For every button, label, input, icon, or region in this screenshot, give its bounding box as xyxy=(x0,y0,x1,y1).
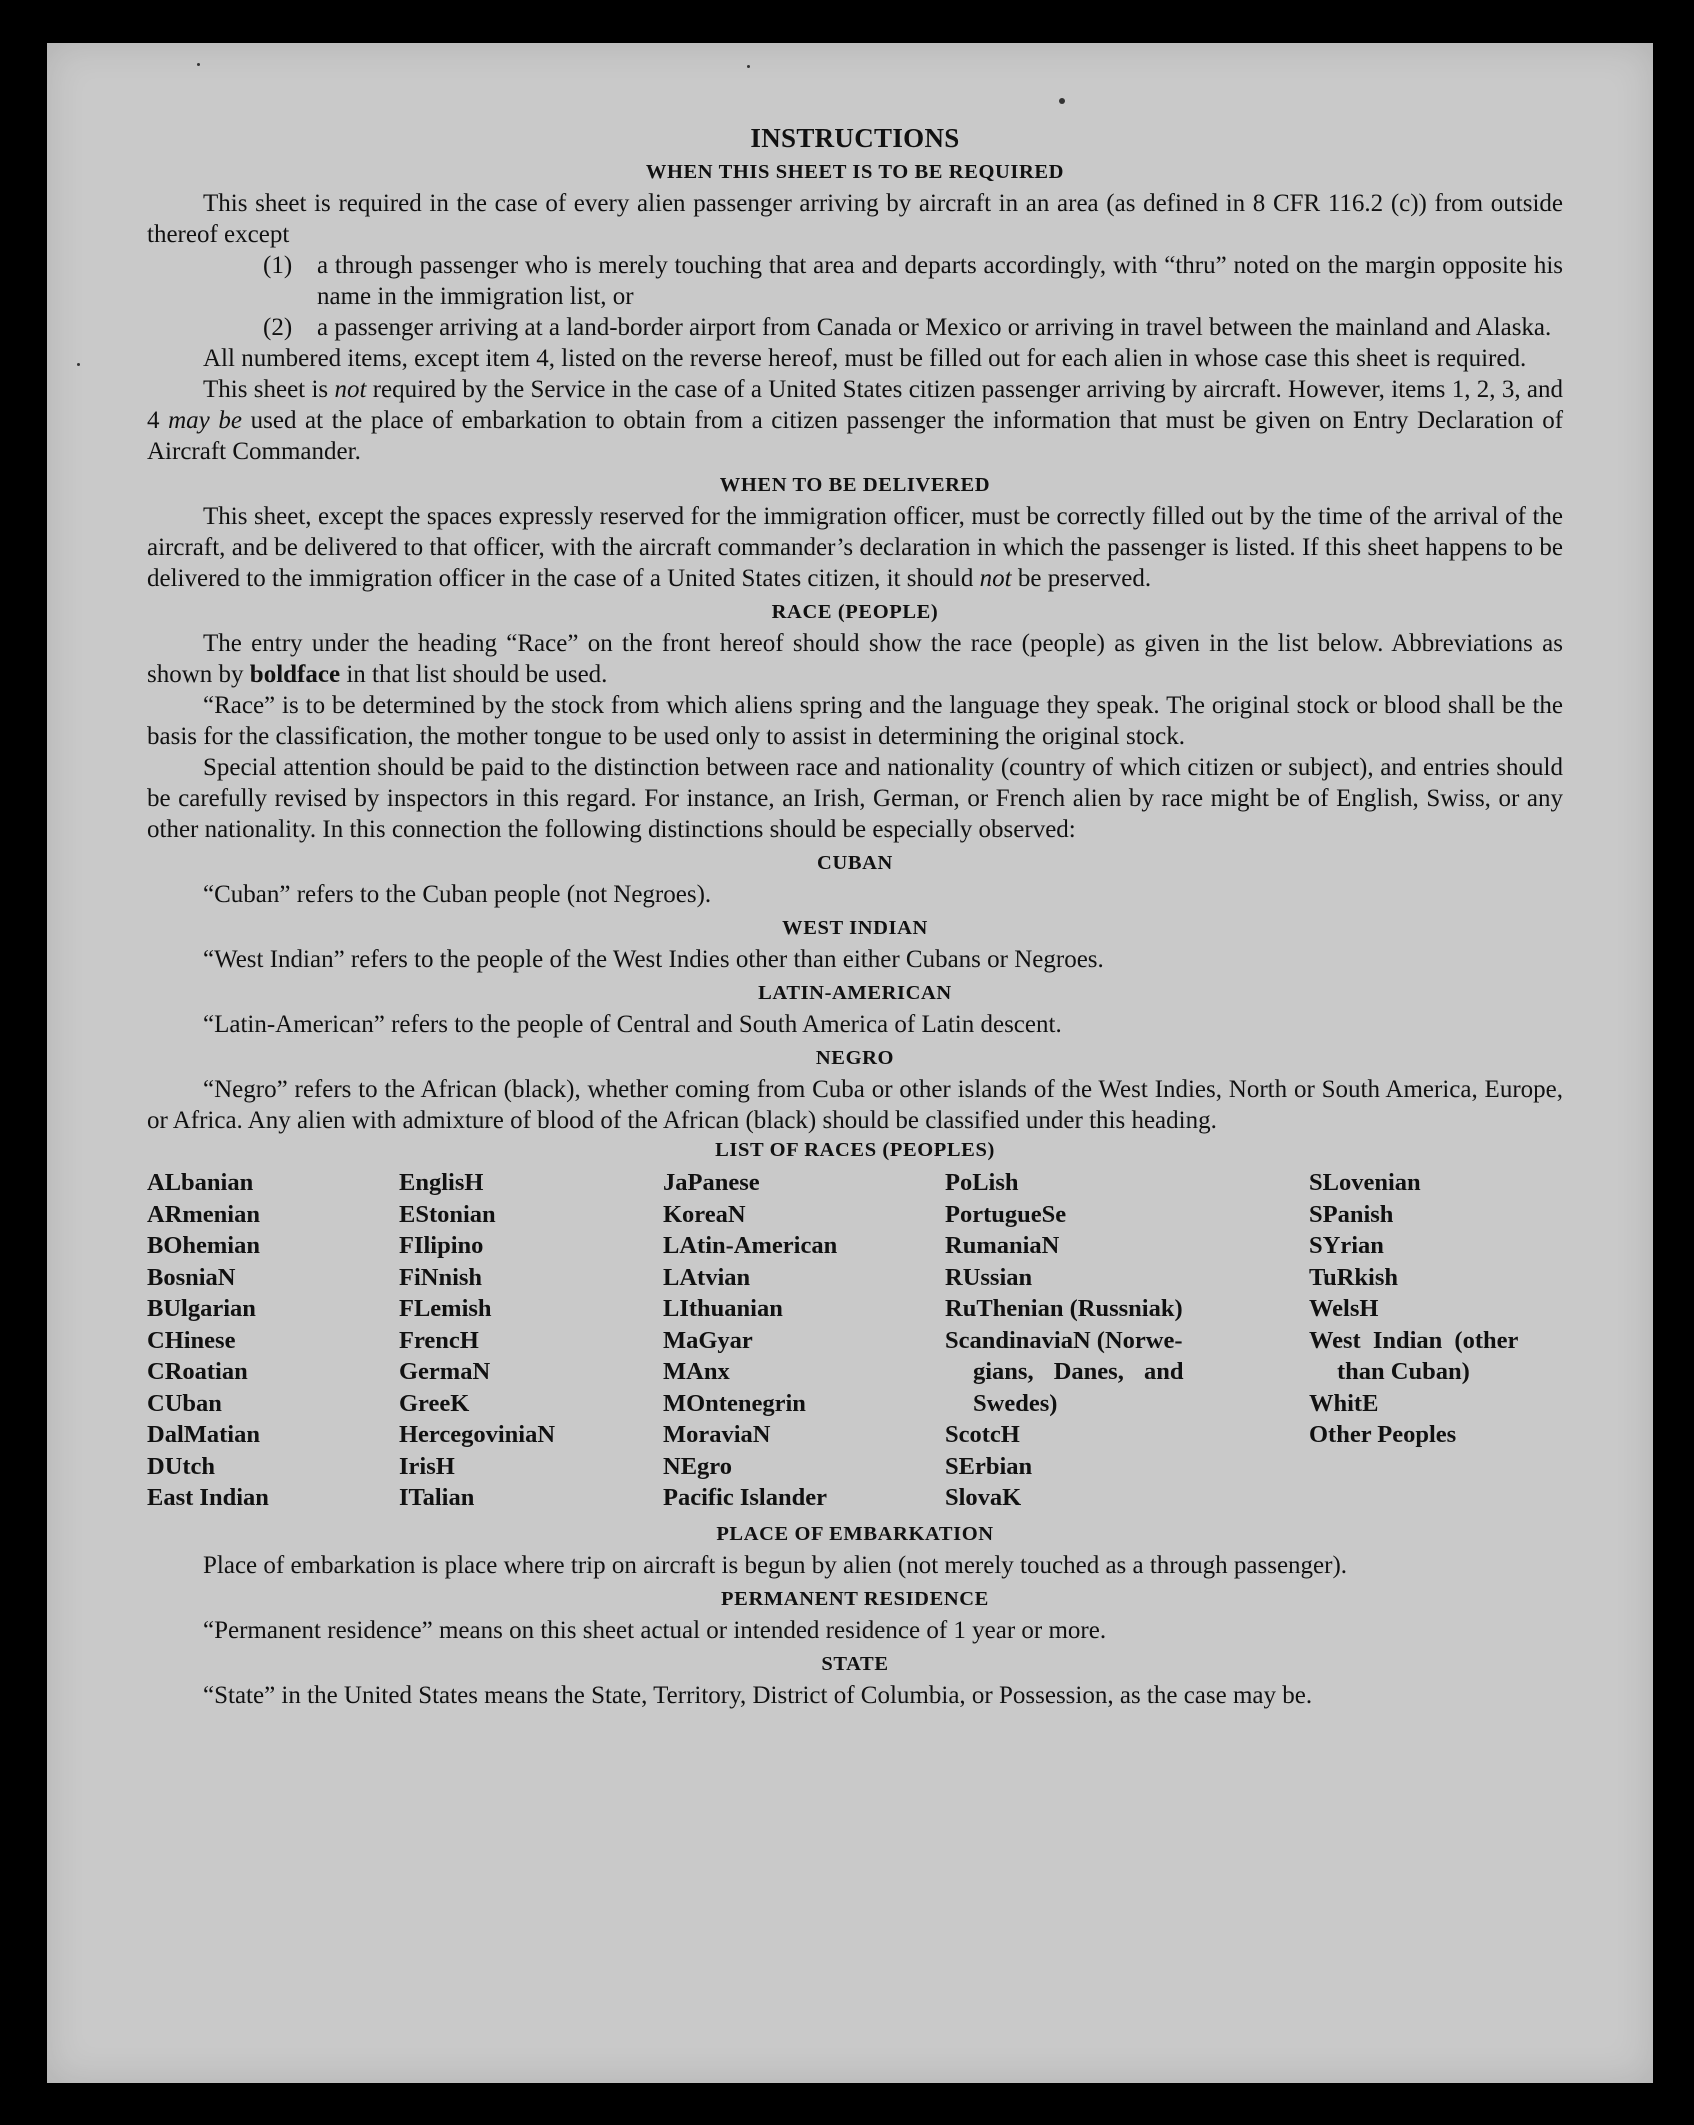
race-entry: East Indian xyxy=(147,1484,269,1511)
race-entry: IrisH xyxy=(399,1452,455,1480)
exception-number: (2) xyxy=(263,314,293,341)
italic-text: not xyxy=(979,565,1012,592)
race-entry: CHinese xyxy=(147,1326,236,1354)
paragraph-required-intro: This sheet is required in the case of every alien passenger arriving by aircraft in an area (as defined in 8 CFR 116.2 (c)) from outside thereof except xyxy=(147,190,1563,248)
document-page xyxy=(47,43,1653,2083)
paragraph-permanent-residence: “Permanent residence” means on this sheet actual or intended residence of 1 year or more. xyxy=(203,1616,1107,1644)
race-entry: BUlgarian xyxy=(147,1295,256,1322)
paragraph-citizen xyxy=(147,374,1563,467)
ink-speck xyxy=(747,65,750,68)
race-entry: SLovenian xyxy=(1309,1169,1421,1196)
page-title: INSTRUCTIONS xyxy=(750,123,960,153)
exception-number: (1) xyxy=(263,252,293,279)
paragraph-delivered xyxy=(147,501,1563,594)
race-entry: PoLish xyxy=(945,1169,1019,1196)
race-entry: BOhemian xyxy=(147,1232,260,1259)
exception-item xyxy=(147,250,1563,312)
race-entry: ARmenian xyxy=(147,1200,260,1228)
race-entry: FiNnish xyxy=(399,1263,483,1291)
heading-cuban: CUBAN xyxy=(817,852,893,874)
paragraph-race-nationality: Special attention should be paid to the distinction between race and nationality (country of which citizen or subject), and entries should be carefully revised by inspectors in this regard. For instance, an Irish, German, or French alien by race might be of English, Swiss, or any other nationality. In this connection the following distinctions should be especially observed: xyxy=(147,754,1563,843)
text-span: required by the Service in the case of a United States citizen passenger arriving by aircraft. However, items 1, 2, 3, and 4 xyxy=(147,376,1563,434)
text-span: be preserved. xyxy=(1011,565,1152,592)
heading-when-required: WHEN THIS SHEET IS TO BE REQUIRED xyxy=(645,161,1065,183)
race-entry: ScotcH xyxy=(945,1421,1020,1448)
definition-negro: “Negro” refers to the African (black), whether coming from Cuba or other islands of the West Indies, North or South America, Europe, or Africa. Any alien with admixture of blood of the African (black) should be classified under this heading. xyxy=(147,1076,1563,1134)
text-span: in that list should be used. xyxy=(340,661,608,688)
text-span: This sheet, except the spaces expressly reserved for the immigration officer, must be correctly filled out by the time of the arrival of the aircraft, and be delivered to that officer, with the aircraft commander’s declaration in which the passenger is listed. If this sheet happens to be delivered to the immigration officer in the case of a United States citizen, it should xyxy=(147,503,1563,592)
heading-state: STATE xyxy=(821,1652,889,1675)
heading-when-delivered: WHEN TO BE DELIVERED xyxy=(719,474,991,496)
race-entry: KoreaN xyxy=(663,1200,746,1228)
instructions-text xyxy=(147,123,1563,1711)
race-entry: WhitE xyxy=(1309,1389,1379,1417)
race-entry: FrencH xyxy=(399,1326,479,1354)
heading-latin-american: LATIN-AMERICAN xyxy=(758,982,952,1004)
heading-embarkation: PLACE OF EMBARKATION xyxy=(716,1522,994,1545)
race-entry: SErbian xyxy=(945,1452,1033,1480)
race-entry: JaPanese xyxy=(663,1169,760,1196)
race-entry: CUban xyxy=(147,1389,222,1417)
definition-cuban: “Cuban” refers to the Cuban people (not Negroes). xyxy=(203,881,712,908)
race-entry: GreeK xyxy=(399,1389,470,1417)
race-entry: MaGyar xyxy=(663,1326,753,1354)
paragraph-state: “State” in the United States means the State, Territory, District of Columbia, or Possession, as the case may be. xyxy=(203,1681,1313,1709)
race-entry: ALbanian xyxy=(147,1169,254,1196)
race-entry: RUssian xyxy=(945,1263,1033,1291)
race-entry: LAtin-American xyxy=(663,1232,838,1259)
italic-text: not xyxy=(334,376,367,403)
exception-text: a passenger arriving at a land-border airport from Canada or Mexico or arriving in travel between the mainland and Alaska. xyxy=(317,314,1552,341)
race-entry: RumaniaN xyxy=(945,1232,1060,1259)
heading-permanent-residence: PERMANENT RESIDENCE xyxy=(721,1587,989,1610)
race-entry: CRoatian xyxy=(147,1358,248,1385)
race-entry: Other Peoples xyxy=(1309,1421,1457,1448)
exception-item xyxy=(147,312,1563,343)
races-column xyxy=(399,1167,663,1514)
race-entry: TuRkish xyxy=(1309,1263,1399,1291)
races-column xyxy=(663,1167,945,1514)
ink-speck xyxy=(1059,98,1065,104)
race-entry: West Indian (other xyxy=(1309,1326,1519,1354)
italic-text: may be xyxy=(168,407,242,434)
race-entry: PortugueSe xyxy=(945,1200,1067,1228)
ink-speck xyxy=(197,63,200,66)
race-entry: MOntenegrin xyxy=(663,1389,806,1417)
exception-text: a through passenger who is merely touching that area and departs accordingly, with “thru” noted on the margin opposite his name in the immigration list, or xyxy=(317,252,1563,310)
race-entry: BosniaN xyxy=(147,1263,236,1291)
race-entry-continued: Swedes) xyxy=(973,1389,1058,1417)
races-column xyxy=(1309,1167,1563,1514)
race-entry: LIthuanian xyxy=(663,1295,783,1322)
race-entry: SYrian xyxy=(1309,1232,1384,1259)
race-entry: FIlipino xyxy=(399,1232,484,1259)
definition-latin-american: “Latin-American” refers to the people of Central and South America of Latin descent. xyxy=(203,1011,1062,1038)
race-entry: SlovaK xyxy=(945,1484,1022,1511)
race-entry: FLemish xyxy=(399,1295,492,1322)
text-span: The entry under the heading “Race” on the front hereof should show the race (people) as given in the list below. Abbreviations as shown by xyxy=(147,630,1563,688)
heading-west-indian: WEST INDIAN xyxy=(782,917,928,939)
race-entry: MoraviaN xyxy=(663,1421,771,1448)
heading-race: RACE (PEOPLE) xyxy=(771,601,939,623)
race-entry: GermaN xyxy=(399,1358,491,1385)
ink-speck xyxy=(77,363,80,366)
race-entry: HercegoviniaN xyxy=(399,1421,556,1448)
races-list xyxy=(147,1167,1563,1514)
race-entry: SPanish xyxy=(1309,1200,1394,1228)
race-entry: ITalian xyxy=(399,1484,475,1511)
race-entry: WelsH xyxy=(1309,1295,1379,1322)
race-entry: LAtvian xyxy=(663,1263,751,1291)
race-entry: RuThenian (Russniak) xyxy=(945,1295,1183,1322)
paragraph-race-entry xyxy=(147,628,1563,690)
definition-west-indian: “West Indian” refers to the people of the West Indies other than either Cubans or Negroes. xyxy=(203,946,1104,973)
race-entry: EnglisH xyxy=(399,1169,484,1196)
paragraph-numbered-items: All numbered items, except item 4, listed on the reverse hereof, must be filled out for each alien in whose case this sheet is required. xyxy=(203,345,1527,372)
race-entry: MAnx xyxy=(663,1358,730,1385)
race-entry-continued: gians, Danes, and xyxy=(973,1358,1184,1385)
race-entry: NEgro xyxy=(663,1452,732,1480)
paragraph-race-definition: “Race” is to be determined by the stock from which aliens spring and the language they speak. The original stock or blood shall be the basis for the classification, the mother tongue to be used only to assist in determining the original stock. xyxy=(147,692,1563,750)
bold-text: boldface xyxy=(249,661,341,688)
race-entry: EStonian xyxy=(399,1200,496,1228)
text-span: used at the place of embarkation to obtain from a citizen passenger the information that must be given on Entry Declaration of Aircraft Commander. xyxy=(147,407,1564,465)
races-column xyxy=(147,1167,399,1514)
race-entry: DUtch xyxy=(147,1452,216,1480)
race-entry: ScandinaviaN (Norwe- xyxy=(945,1326,1183,1354)
paragraph-embarkation: Place of embarkation is place where trip on aircraft is begun by alien (not merely touched as a through passenger). xyxy=(203,1551,1348,1579)
race-entry-continued: than Cuban) xyxy=(1337,1358,1470,1385)
heading-list-of-races: LIST OF RACES (PEOPLES) xyxy=(715,1139,995,1161)
race-entry: DalMatian xyxy=(147,1421,260,1448)
race-entry: Pacific Islander xyxy=(663,1484,827,1511)
heading-negro: NEGRO xyxy=(815,1047,895,1069)
text-span: This sheet is xyxy=(203,376,335,403)
races-column xyxy=(945,1167,1309,1514)
